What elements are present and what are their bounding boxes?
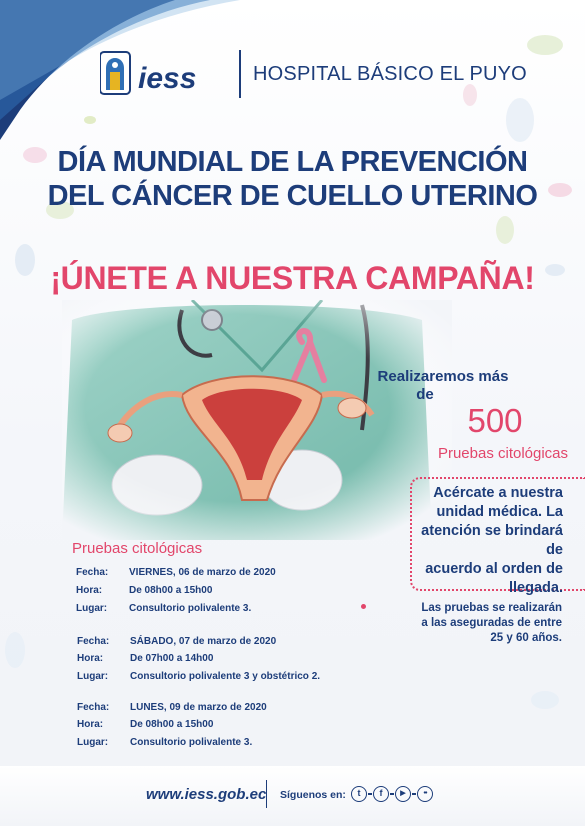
schedule-time: De 08h00 a 15h00 — [129, 585, 213, 596]
twitter-icon[interactable]: t — [351, 786, 367, 802]
note-line: 25 y 60 años. — [490, 632, 562, 644]
fecha-label: Fecha: — [77, 636, 110, 647]
schedule-place: Consultorio polivalente 3 y obstétrico 2. — [130, 671, 321, 682]
footer-divider — [266, 780, 267, 808]
hero-illustration — [62, 300, 452, 540]
svg-text:iess: iess — [138, 62, 197, 95]
fecha-label: Fecha: — [76, 567, 109, 578]
schedule-place: Consultorio polivalente 3. — [129, 603, 252, 614]
lugar-label: Lugar: — [77, 671, 109, 682]
lugar-label: Lugar: — [76, 603, 108, 614]
schedule-time: De 08h00 a 15h00 — [130, 719, 214, 730]
hora-label: Hora: — [77, 719, 104, 730]
social-separator — [368, 793, 372, 795]
approach-line: acuerdo al orden de — [425, 561, 563, 577]
campaign-heading: ¡ÚNETE A NUESTRA CAMPAÑA! — [50, 260, 535, 296]
schedule-title: Pruebas citológicas — [72, 540, 203, 557]
facebook-icon[interactable]: f — [373, 786, 389, 802]
schedule-date: LUNES, 09 de marzo de 2020 — [130, 702, 267, 713]
schedule-place: Consultorio polivalente 3. — [130, 737, 253, 748]
youtube-icon[interactable]: ▶ — [395, 786, 411, 802]
main-title-line1: DÍA MUNDIAL DE LA PREVENCIÓN — [57, 146, 528, 178]
note-line: a las aseguradas de entre — [421, 617, 562, 629]
approach-line: llegada. — [509, 580, 563, 596]
hora-label: Hora: — [77, 653, 104, 664]
stats-number: 500 — [467, 402, 523, 439]
hora-label: Hora: — [76, 585, 103, 596]
schedule-date: SÁBADO, 07 de marzo de 2020 — [130, 636, 277, 647]
lugar-label: Lugar: — [77, 737, 109, 748]
flickr-icon[interactable]: •• — [417, 786, 433, 802]
hospital-name: HOSPITAL BÁSICO EL PUYO — [253, 63, 527, 85]
social-separator — [390, 793, 394, 795]
approach-line: unidad médica. La — [436, 504, 563, 520]
stats-intro: Realizaremos más — [377, 368, 509, 385]
approach-line: Acércate a nuestra — [433, 485, 563, 501]
header-divider — [239, 50, 241, 98]
approach-message — [405, 484, 563, 598]
note-line: Las pruebas se realizarán — [421, 602, 562, 614]
schedule-time: De 07h00 a 14h00 — [130, 653, 214, 664]
iess-logo — [100, 50, 228, 100]
fecha-label: Fecha: — [77, 702, 110, 713]
stats-intro-de: de — [416, 386, 434, 403]
main-title-line2: DEL CÁNCER DE CUELLO UTERINO — [47, 180, 538, 212]
stats-label: Pruebas citológicas — [437, 445, 569, 462]
website-link[interactable]: www.iess.gob.ec — [146, 786, 267, 803]
follow-label: Síguenos en: — [280, 789, 346, 801]
schedule-date: VIERNES, 06 de marzo de 2020 — [129, 567, 276, 578]
decorative-dot — [361, 604, 366, 609]
approach-line: atención se brindará de — [421, 523, 563, 558]
social-separator — [412, 793, 416, 795]
eligibility-note — [402, 601, 562, 646]
